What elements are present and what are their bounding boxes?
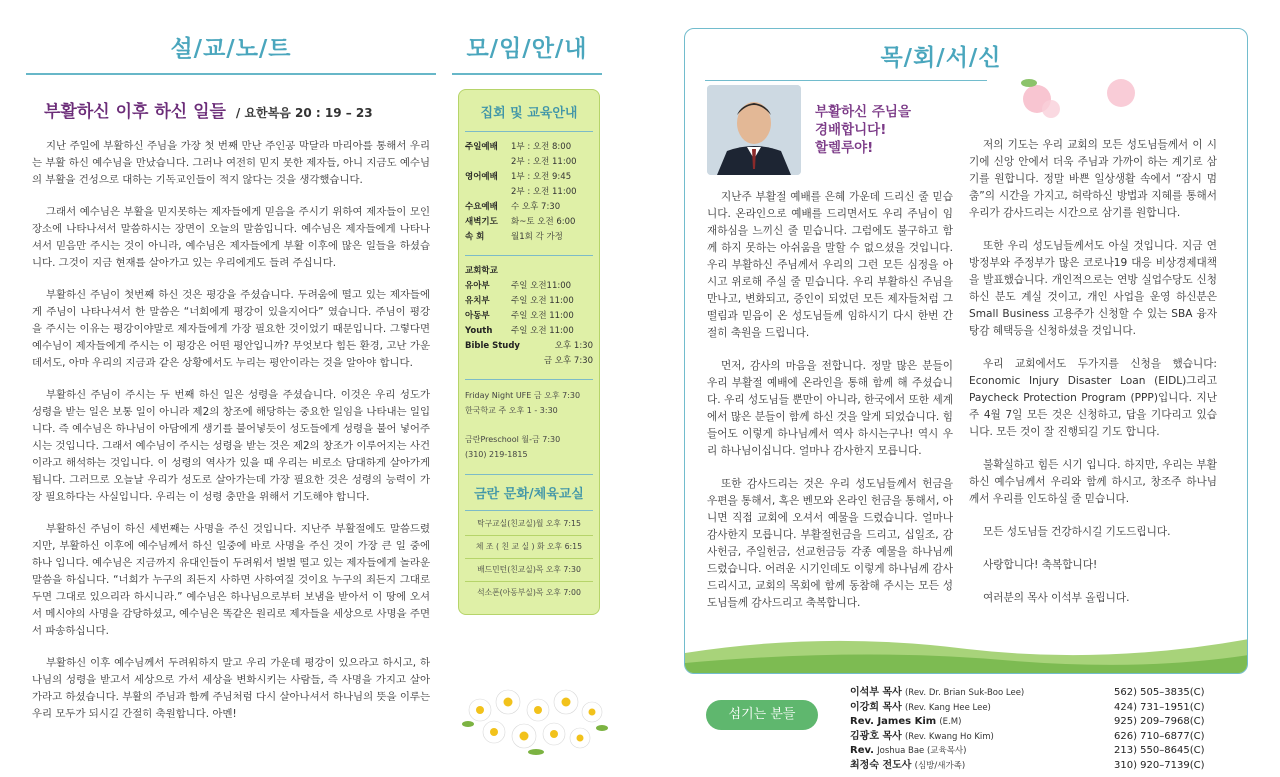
letter-paragraph: 불확실하고 힘든 시기 입니다. 하지만, 우리는 부활하신 예수님께서 우리와 함께 하시고, 창조주 하나님께서 우리를 인도하실 줄 믿습니다. bbox=[969, 459, 1217, 505]
staff-name: Rev. bbox=[850, 745, 874, 756]
extra-item: Friday Night UFE 금 오후 7:30 bbox=[465, 391, 581, 400]
service-name: 주일예배 bbox=[465, 142, 498, 152]
staff-row bbox=[850, 701, 1250, 716]
calligraphy-artwork bbox=[1017, 43, 1197, 125]
sermon-column bbox=[26, 30, 436, 738]
sermon-paragraph: 부활하신 주님이 하신 세번째는 사명을 주신 것입니다. 지난주 부활절에도 말씀드렸지만, 부활하신 이후에 예수님께서 하신 일중에 바로 사명을 주신 것이 가장 큰 일 중에 하나 입니다. 예수님은 지금까지 유대인들이 두려워서 벌벌 떨고 있는 제자들에게 놀라운 말씀을 하십니다. “너희가 누구의 죄든지 사하면 사하여질 것이요 누구의 죄든지 그대로 두면 그대로 있으리라 하시니라.” 예수님은 하나님으로부터 보냄을 받아서 이 땅에 오셔서 메시야의 사명을 감당하셨고, 예수님은 똑같은 원리로 제자들을 세상으로 사명을 주면서 파송하십니다. bbox=[32, 523, 430, 637]
staff-list bbox=[850, 686, 1250, 773]
culture-item: 체 조 ( 친 교 실 ) 화 오후 6:15 bbox=[465, 536, 593, 559]
sermon-body bbox=[26, 138, 430, 723]
school-time: 오후 1:30 bbox=[554, 341, 593, 351]
school-row bbox=[465, 339, 593, 354]
divider bbox=[705, 80, 987, 81]
letter-paragraph: 저의 기도는 우리 교회의 모든 성도님들께서 이 시기에 신앙 안에서 더욱 주님과 가까이 하는 계기로 삼기를 원합니다. 정말 바쁜 일상생활 속에서 “잠시 멈춤”의 시간을 가지고, 허락하신 방법과 지혜를 통해서 우리가 감사드리는 시간으로 삼기를 원합니다. bbox=[969, 139, 1217, 219]
service-name: 새벽기도 bbox=[465, 217, 498, 227]
schedule-column bbox=[452, 30, 602, 615]
letter-section-title: 목/회/서/신 bbox=[880, 45, 1002, 71]
staff-detail: Joshua Bae (교육목사) bbox=[877, 746, 967, 756]
divider bbox=[26, 73, 436, 75]
letter-signature: 여러분의 목사 이석부 올립니다. bbox=[983, 592, 1130, 604]
school-time: 금 오후 7:30 bbox=[543, 356, 593, 366]
service-row bbox=[465, 155, 593, 170]
service-name: 속 회 bbox=[465, 232, 485, 242]
sermon-section-title: 설/교/노/트 bbox=[170, 36, 292, 62]
preschool-hours: 금란Preschool 월-금 7:30 bbox=[465, 435, 561, 444]
sermon-title: 부활하신 이후 하신 일들 bbox=[44, 102, 226, 122]
service-time: 1부 : 오전 9:45 bbox=[511, 172, 572, 182]
staff-phone: 213) 550–8645(C) bbox=[1114, 745, 1205, 756]
letter-paragraph: 우리 교회에서도 두가지를 신청을 했습니다: Economic Injury Disaster Loan (EIDL)그리고 Paycheck Protection Program (PPP)입니다. 지난 주 4월 7일 모든 것은 신청하고, 답을 기다리고 있습니다. 모든 것이 잘 진행되길 기도 합니다. bbox=[969, 358, 1217, 438]
preschool-phone: (310) 219-1815 bbox=[465, 450, 528, 459]
school-row bbox=[465, 279, 593, 294]
schedule-section-title: 모/임/안/내 bbox=[466, 36, 588, 62]
culture-title: 금란 문화/체육교실 bbox=[474, 487, 584, 502]
school-row bbox=[465, 309, 593, 324]
sermon-paragraph: 부활하신 주님이 첫번째 하신 것은 평강을 주셨습니다. 두려움에 떨고 있는 제자들에게 주님이 나타나셔서 한 말씀은 “너희에게 평강이 있을지어다” 였습니다. 주님이 평강을 주시는 이유는 평강이야말로 제자들에게 가장 필요한 것이었기 때문입니다. 그렇다면 예수님이 제자들에게 주시는 이 평강은 어떤 평안입니까? 무엇보다 힘든 환경, 고난 가운데서도, 아마 우리의 지금과 같은 상황에서도 누리는 평안이라는 것을 알아야 합니다. bbox=[32, 289, 430, 369]
letter-paragraph: 모든 성도님들 건강하시길 기도드립니다. bbox=[983, 526, 1171, 538]
school-row bbox=[465, 324, 593, 339]
staff-phone: 925) 209–7968(C) bbox=[1114, 716, 1205, 727]
letter-paragraph: 지난주 부활절 예배를 은혜 가운데 드리신 줄 믿습니다. 온라인으로 예배를 드리면서도 우리 주님이 임재하심을 느끼신 줄 믿습니다. 그럼에도 불구하고 함께 하지 못하는 아쉬움을 말할 수 없으셨을 것입니다. 우리 부활하신 주님께서 우리의 그런 모든 심정을 아시고 위로해 주실 줄 믿습니다. 우리 부활하신 주님을 만나고, 변화되고, 증인이 되었던 모든 제자들처럼 그 떨림과 믿음이 온 성도님들께 임하시기 다시 한번 간절히 축원을 드립니다. bbox=[707, 191, 953, 339]
service-row bbox=[465, 215, 593, 230]
school-name: 유아부 bbox=[465, 281, 490, 291]
school-time: 주일 오전 11:00 bbox=[511, 326, 574, 336]
school-name: 유치부 bbox=[465, 296, 490, 306]
culture-item: 탁구교실(친교실)월 오후 7:15 bbox=[465, 513, 593, 536]
greeting-line: 경배합니다! bbox=[815, 122, 887, 138]
staff-phone: 310) 920–7139(C) bbox=[1114, 759, 1205, 771]
divider bbox=[465, 379, 593, 380]
daisy-flowers-illustration bbox=[460, 680, 610, 760]
divider bbox=[465, 131, 593, 132]
school-title: 교회학교 bbox=[465, 266, 498, 276]
staff-name: 최정숙 전도사 bbox=[850, 759, 912, 771]
staff-name: 김광호 목사 bbox=[850, 730, 902, 742]
service-row bbox=[465, 185, 593, 200]
staff-detail: (Rev. Dr. Brian Suk-Boo Lee) bbox=[904, 688, 1025, 698]
letter-paragraph: 또한 우리 성도님들께서도 아실 것입니다. 지금 연방정부와 주정부가 많은 코로나19 대응 비상경제대책을 발표했습니다. 개인적으로는 연방 실업수당도 신청하신 분도 계실 것이고, 개인 사업을 운영 하신분은 Small Business 고용주가 신청할 수 있는 SBA 융자 탕감 혜택등을 신청하셨을 것입니다. bbox=[969, 240, 1217, 337]
staff-detail: (Rev. Kang Hee Lee) bbox=[904, 702, 991, 713]
extra-item: 한국학교 주 오후 1 - 3:30 bbox=[465, 406, 558, 415]
service-time: 2부 : 오전 11:00 bbox=[511, 157, 577, 167]
staff-tag: 섬기는 분들 bbox=[706, 700, 818, 730]
service-row bbox=[465, 170, 593, 185]
sermon-paragraph: 지난 주일에 부활하신 주님을 가장 첫 번째 만난 주인공 막달라 마리아를 통해서 우리는 부활 하신 예수님을 만났습니다. 그러나 여전히 믿지 못한 제자들, 아니 지금도 예수님의 부활을 건성으로 대하는 기독교인들이 적지 않다는 것을 생각했습니다. bbox=[32, 140, 430, 186]
service-time: 2부 : 오전 11:00 bbox=[511, 187, 577, 197]
staff-phone: 562) 505–3835(C) bbox=[1114, 687, 1205, 698]
letter-paragraph: 사랑합니다! 축복합니다! bbox=[983, 559, 1098, 571]
service-name bbox=[465, 155, 511, 170]
school-time: 주일 오전 11:00 bbox=[511, 296, 574, 306]
letter-column-right bbox=[969, 137, 1217, 623]
greeting-line: 할렐루야! bbox=[815, 140, 874, 156]
school-name: Youth bbox=[465, 326, 493, 336]
school-time: 주일 오전 11:00 bbox=[511, 311, 574, 321]
school-time: 주일 오전11:00 bbox=[511, 281, 572, 291]
staff-row bbox=[850, 715, 1250, 730]
letter-column-left bbox=[707, 189, 953, 628]
staff-row bbox=[850, 686, 1250, 701]
service-name: 영어예배 bbox=[465, 172, 498, 182]
staff-name: 이강희 목사 bbox=[850, 701, 902, 713]
staff-detail: (심방/새가족) bbox=[914, 760, 966, 771]
letter-paragraph: 또한 감사드리는 것은 우리 성도님들께서 헌금을 우편을 통해서, 혹은 벤모와 온라인 헌금을 통해서, 아니면 직접 교회에 오셔서 예물을 드렸습니다. 얼마나 감사한지 모릅니다. 부활절헌금을 드리고, 십일조, 감사헌금, 주일헌금, 선교헌금등 각종 예물을 하나님께 드렸습니다. 어려운 시기인데도 이렇게 하나님께 감사드리시고, 교회의 목회에 함께 동참해 주시는 모든 성도님들께 감사드리고 축복합니다. bbox=[707, 478, 953, 609]
letter-column bbox=[684, 28, 1248, 674]
staff-phone: 424) 731–1951(C) bbox=[1114, 701, 1205, 713]
divider bbox=[465, 255, 593, 256]
letter-paragraph: 먼저, 감사의 마음을 전합니다. 정말 많은 분들이 우리 부활절 예배에 온라인을 통해 함께 해 주셨습니다. 우리 성도님들 뿐만이 아니라, 한국에서 또한 세계에서 많은 분들이 함께 하신 것을 알게 되었습니다. 힘들어도 이렇게 하나님께서 역사 하시는구나! 역시 우리 하나님이십니다. 얼마나 감사한지 모릅니다. bbox=[707, 360, 953, 457]
culture-item: 배드민턴(친교실)목 오후 7:30 bbox=[465, 559, 593, 582]
staff-name: 이석부 목사 bbox=[850, 687, 902, 698]
staff-row bbox=[850, 759, 1250, 774]
service-time: 1부 : 오전 8:00 bbox=[511, 142, 572, 152]
staff-row bbox=[850, 744, 1250, 759]
scripture-reference: / 요한복음 20 : 19 – 23 bbox=[235, 106, 373, 120]
schedule-box bbox=[458, 89, 600, 615]
easter-greeting bbox=[815, 103, 911, 157]
divider bbox=[465, 510, 593, 511]
service-row bbox=[465, 140, 593, 155]
school-name: 아동부 bbox=[465, 311, 490, 321]
school-name bbox=[465, 354, 525, 369]
letter-box bbox=[684, 28, 1248, 674]
greeting-line: 부활하신 주님을 bbox=[815, 104, 911, 120]
school-row bbox=[465, 294, 593, 309]
service-row bbox=[465, 230, 593, 245]
service-time: 월1회 각 가정 bbox=[511, 232, 563, 242]
service-time: 수 오후 7:30 bbox=[511, 202, 561, 212]
staff-phone: 626) 710–6877(C) bbox=[1114, 730, 1205, 742]
sermon-paragraph: 부활하신 주님이 주시는 두 번째 하신 일은 성령을 주셨습니다. 이것은 우리 성도가 성령을 받는 일은 보통 일이 아니라 제2의 창조에 해당하는 중요한 일임을 나타내는 일입니다. 즉 예수님은 하나님이 아담에게 생기를 불어넣듯이 성도들에게 성령을 불어 넣어주시는 것입니다. 그래서 예수님이 주시는 성령을 받는 것은 제2의 창조가 이루어지는 사건이라고 해석하는 것입니다. 이 성령의 역사가 있을 때 우리는 비로소 담대하게 살아가게 됩니다. 그러므로 오늘날 우리가 성도로 살아가는데 가장 필요한 것은 성령의 능력이 가장 필요하다는 사실입니다. 우리는 이 성령 충만을 위해서 기도해야 합니다. bbox=[32, 389, 430, 503]
schedule-box-title: 집회 및 교육안내 bbox=[480, 106, 578, 121]
school-name: Bible Study bbox=[465, 341, 520, 351]
culture-item: 석소폰(아동부실)목 오후 7:00 bbox=[477, 588, 581, 597]
pastor-photo bbox=[707, 85, 801, 175]
service-name: 수요예배 bbox=[465, 202, 498, 212]
green-hills-illustration bbox=[685, 613, 1248, 673]
sermon-heading bbox=[44, 97, 436, 122]
sermon-paragraph: 그래서 예수님은 부활을 믿지못하는 제자들에게 믿음을 주시기 위하여 제자들이 모인 장소에 나타나셔서 말씀하시는 장면이 오늘의 말씀입니다. 예수님은 제자들에게 나타나셔서 믿음만 주시는 것이 아니라, 예수님은 제자들에게 부활 이후에 많은 일들을 하셨습니다. 그것이 지금 현재를 살아가고 있는 우리에게도 들려 주십니다. bbox=[32, 206, 430, 269]
service-row bbox=[465, 200, 593, 215]
sermon-paragraph: 부활하신 이후 예수님께서 두려워하지 말고 우리 가운데 평강이 있으라고 하시고, 하나님의 성령을 받고서 세상으로 가서 세상을 변화시키는 사람들, 즉 사명을 가지고 살아가라고 하셨습니다. 부활의 주님과 함께 주님처럼 다시 살아나셔서 하나님의 뜻을 이루는 우리 모두가 되시길 간절히 축원합니다. 아멘! bbox=[32, 657, 430, 720]
divider bbox=[452, 73, 602, 75]
school-title-row bbox=[465, 264, 593, 279]
school-row bbox=[465, 354, 593, 369]
service-name bbox=[465, 185, 511, 200]
staff-row bbox=[850, 730, 1250, 745]
service-time: 화~토 오전 6:00 bbox=[511, 217, 576, 227]
staff-name: Rev. James Kim bbox=[850, 716, 937, 727]
staff-detail: (E.M) bbox=[939, 717, 962, 727]
divider bbox=[465, 474, 593, 475]
staff-detail: (Rev. Kwang Ho Kim) bbox=[904, 731, 994, 742]
